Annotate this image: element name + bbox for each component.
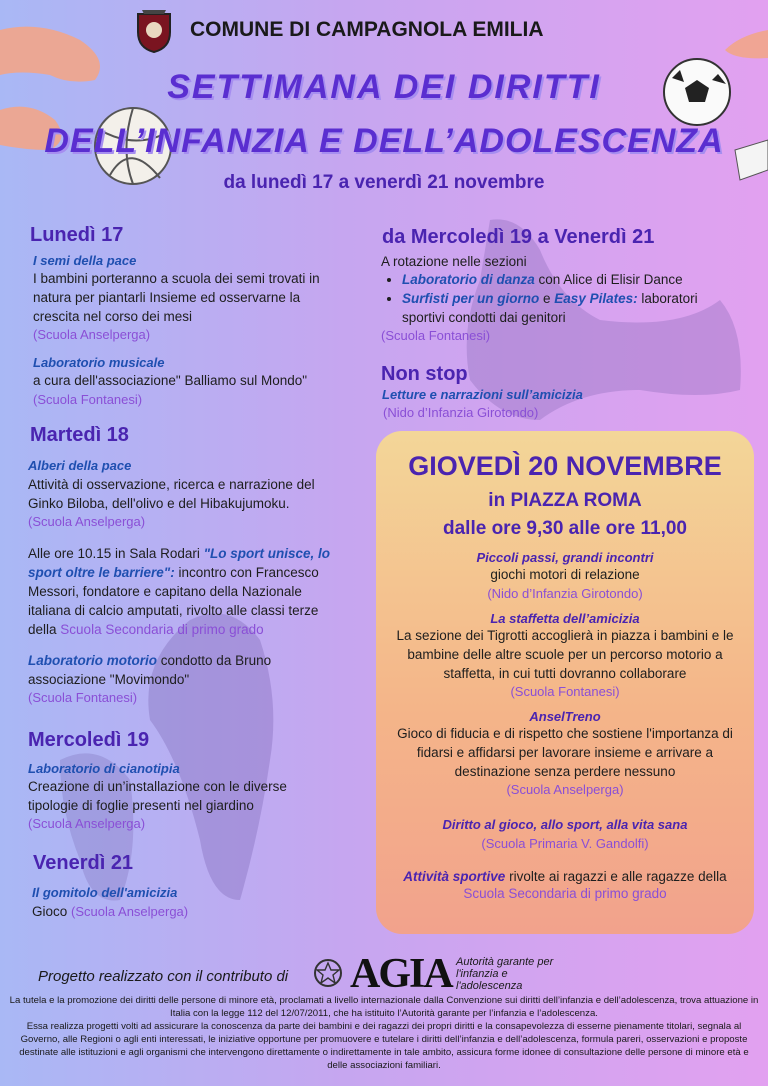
event-title: "Lo sport unisce, lo sport oltre le barriere": (28, 546, 331, 580)
agia-description: Autorità garante per l'infanzia e l'adolescenza (456, 956, 554, 992)
item-text: e (543, 291, 551, 306)
item-title: Surfisti per un giorno (402, 291, 540, 306)
project-credit: Progetto realizzato con il contributo di (38, 968, 289, 985)
day-wednesday: Mercoledì 19 (28, 729, 150, 751)
event-school: (Scuola Fontanesi) (381, 328, 491, 343)
event-school: (Scuola Primaria V. Gandolfi) (481, 836, 649, 851)
event-school: (Scuola Anselperga) (28, 816, 146, 831)
day-range-wed-fri: da Mercoledì 19 a Venerdì 21 (382, 226, 655, 248)
page-title-line2: DELL’INFANZIA E DELL’ADOLESCENZA (44, 122, 724, 160)
event-school: (Nido d’Infanzia Girotondo) (487, 586, 643, 601)
event-sport-activity (376, 867, 754, 886)
event-title: Laboratorio motorio (28, 653, 157, 668)
event-title: Diritto al gioco, allo sport, alla vita sana (442, 817, 688, 832)
list-item (402, 270, 732, 289)
event-text: I bambini porteranno a scuola dei semi trovati in natura per piantarli Insieme ed osservarne la crescita nel corso dei mesi (33, 271, 320, 324)
footer-text-block (8, 994, 760, 1072)
box-place: in PIAZZA ROMA (488, 490, 642, 511)
event-school: (Scuola Anselperga) (28, 514, 146, 529)
event-text: incontro con Francesco Messori, fondatore e capitano della Nazionale italiana di calcio amputati, rivolto alle classi terze della (28, 565, 319, 637)
municipality-name: COMUNE DI CAMPAGNOLA EMILIA (190, 18, 544, 41)
thursday-event-box (376, 431, 754, 934)
day-tuesday: Martedì 18 (30, 424, 129, 446)
event-school: (Scuola Anselperga) (33, 327, 151, 342)
event-text: giochi motori di relazione (490, 567, 640, 582)
date-range: da lunedì 17 a venerdì 21 novembre (223, 172, 545, 193)
event-school: (Nido d’Infanzia Girotondo) (383, 405, 539, 420)
event-title: Letture e narrazioni sull’amicizia (382, 387, 583, 402)
box-title: GIOVEDÌ 20 NOVEMBRE (408, 451, 722, 481)
item-title: Laboratorio di danza (402, 272, 535, 287)
event-school: (Scuola Anselperga) (71, 904, 189, 919)
event-text: La sezione dei Tigrotti accoglierà in piazza i bambini e le bambine delle altre scuole per un percorso motorio a staffetta, in cui tutti dovranno collaborare (396, 628, 734, 681)
event-title: I semi della pace (33, 253, 137, 268)
event-text: Attività di osservazione, ricerca e narrazione del Ginko Biloba, dell'olivo e del Hibakujumoku. (28, 477, 315, 511)
rotation-list (402, 270, 732, 327)
event-school: Scuola Secondaria di primo grado (463, 886, 667, 901)
event-text: rivolte ai ragazzi e alle ragazze della (509, 869, 727, 884)
event-title: Il gomitolo dell'amicizia (32, 885, 178, 900)
agia-logo: AGIA (350, 951, 452, 997)
event-text: Creazione di un’installazione con le diverse tipologie di foglie presenti nel giardino (28, 779, 287, 813)
event-title: Attività sportive (403, 869, 506, 884)
event-sport-description (28, 544, 338, 639)
event-title: Laboratorio musicale (33, 355, 165, 370)
rotation-intro: A rotazione nelle sezioni (381, 254, 527, 269)
event-school: (Scuola Fontanesi) (28, 690, 138, 705)
list-item (402, 289, 732, 327)
day-friday: Venerdì 21 (33, 852, 134, 874)
event-text: Gioco (32, 904, 68, 919)
footer-paragraph-2: Essa realizza progetti volti ad assicurare la conoscenza da parte dei bambini e dei ragazzi dei propri diritti e la consapevolezza di esserne pienamente titolari, segnala al Governo, alle Regioni o agli enti interessati, le iniziative opportune per promuovere e tutelare i diritti dell’infanzia e dell’adolescenza, formula pareri, osservazioni e proposte destinate alle istituzioni e agli organismi che intervengono direttamente o indirettamente in tale ambito, assicura forme idonee di consultazione delle persone di minore età e delle associazioni familiari. (19, 1021, 749, 1071)
item-text: con Alice di Elisir Dance (538, 272, 683, 287)
page-title-line1: SETTIMANA DEI DIRITTI (167, 68, 601, 106)
republic-emblem-icon (313, 958, 343, 988)
event-school: (Scuola Fontanesi) (510, 684, 620, 699)
event-title: Piccoli passi, grandi incontri (476, 550, 654, 565)
event-pre: Alle ore 10.15 in Sala Rodari (28, 546, 200, 561)
event-text: condotto da Bruno associazione "Movimondo" (28, 653, 272, 687)
event-title: Alberi della pace (28, 458, 132, 473)
event-school: Scuola Secondaria di primo grado (60, 622, 264, 637)
event-title: AnselTreno (529, 709, 601, 724)
footer-paragraph-1: La tutela e la promozione dei diritti delle persone di minore età, proclamati a livello internazionale dalla Convenzione sui diritti dell’infanzia e dell’adolescenza, trova attuazione in Italia con la legge 112 del 12/07/2011, che ha istituito l’Autorità garante per l’infanzia e l’adolescenza. (9, 995, 759, 1019)
event-text: Gioco di fiducia e di rispetto che sostiene l'importanza di fidarsi e affidarsi per lavorare insieme e arrivare a destinazione senza perdere nessuno (397, 726, 733, 779)
box-time: dalle ore 9,30 alle ore 11,00 (443, 518, 687, 539)
day-nonstop: Non stop (381, 363, 468, 385)
item-title: Easy Pilates: (554, 291, 638, 306)
event-title: Laboratorio di cianotipia (28, 761, 180, 776)
day-monday: Lunedì 17 (30, 224, 124, 246)
event-title: La staffetta dell’amicizia (490, 611, 640, 626)
event-friday-line (32, 902, 188, 921)
coat-of-arms-icon (134, 8, 174, 54)
item-text: laboratori sportivi condotti dai genitori (402, 291, 698, 325)
event-school: (Scuola Fontanesi) (33, 392, 143, 407)
event-motor-lab (28, 651, 308, 689)
event-text: a cura dell'associazione" Balliamo sul Mondo" (33, 373, 308, 388)
event-school: (Scuola Anselperga) (506, 782, 624, 797)
